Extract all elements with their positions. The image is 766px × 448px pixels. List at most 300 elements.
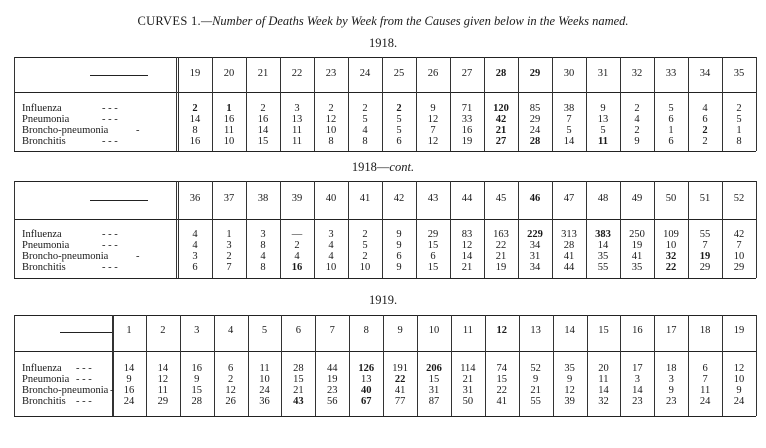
week-header: 43 xyxy=(427,193,439,204)
cell-value: 32 xyxy=(598,396,609,407)
week-header: 13 xyxy=(530,325,541,336)
week-header: 33 xyxy=(665,68,677,79)
week-header: 28 xyxy=(495,68,507,79)
cell-value: 11 xyxy=(259,363,270,374)
cell-value: 5 xyxy=(396,114,402,125)
cell-value: 12 xyxy=(733,363,745,374)
cell-value: 3 xyxy=(192,251,198,262)
cell-value: 19 xyxy=(461,136,473,147)
disease-label: Bronchitis xyxy=(22,136,66,147)
cell-value: 74 xyxy=(496,363,508,374)
cell-value: 10 xyxy=(325,262,337,273)
cell-value: 6 xyxy=(430,251,436,262)
cell-value: 3 xyxy=(634,374,640,385)
cell-value: 1 xyxy=(668,125,674,136)
disease-label: Pneumonia xyxy=(22,114,70,125)
week-header: 47 xyxy=(563,193,575,204)
cell-value: 2 xyxy=(634,103,640,114)
week-header: 26 xyxy=(427,68,439,79)
cell-value: 27 xyxy=(495,136,507,147)
week-header: 35 xyxy=(733,68,745,79)
week-header: 31 xyxy=(597,68,609,79)
cell-value: 36 xyxy=(259,396,270,407)
cell-value: 2 xyxy=(362,103,368,114)
cell-value: 35 xyxy=(631,262,643,273)
cell-value: 4 xyxy=(634,114,640,125)
cell-value: 31 xyxy=(462,385,474,396)
disease-label: Influenza xyxy=(22,103,62,114)
week-header: 30 xyxy=(563,68,575,79)
cell-value: 7 xyxy=(566,114,572,125)
cell-value: 4 xyxy=(294,251,300,262)
disease-label: Pneumonia xyxy=(22,374,70,385)
cell-value: 55 xyxy=(699,229,711,240)
cell-value: 7 xyxy=(702,374,708,385)
cell-value: 28 xyxy=(563,240,575,251)
header-rule xyxy=(14,92,756,93)
cell-value: 16 xyxy=(123,385,135,396)
table-border-left xyxy=(14,57,15,151)
section-year: 1918. xyxy=(368,36,398,50)
cell-value: 15 xyxy=(191,385,202,396)
week-header: 50 xyxy=(665,193,677,204)
disease-label: Pneumonia xyxy=(22,240,70,251)
cell-value: 35 xyxy=(564,363,575,374)
cell-value: 50 xyxy=(462,396,474,407)
cell-value: 16 xyxy=(223,114,235,125)
cell-value: 313 xyxy=(561,229,577,240)
cell-value: 10 xyxy=(733,374,745,385)
cell-value: 22 xyxy=(394,374,406,385)
cell-value: 4 xyxy=(328,240,334,251)
cell-value: 20 xyxy=(598,363,609,374)
cell-value: 6 xyxy=(702,114,708,125)
week-header: 46 xyxy=(529,193,541,204)
cell-value: 31 xyxy=(428,385,440,396)
cell-value: 42 xyxy=(733,229,745,240)
cell-value: 6 xyxy=(396,251,402,262)
cell-value: 9 xyxy=(396,229,402,240)
cell-value: 23 xyxy=(666,396,677,407)
cell-value: 9 xyxy=(736,385,742,396)
cell-value: 12 xyxy=(325,114,337,125)
week-header: 51 xyxy=(699,193,711,204)
cell-value: 7 xyxy=(430,125,436,136)
week-header: 14 xyxy=(564,325,575,336)
disease-label: Broncho-pneumonia xyxy=(22,125,109,136)
week-header: 29 xyxy=(529,68,541,79)
cell-value: 2 xyxy=(294,240,300,251)
cell-value: 77 xyxy=(394,396,406,407)
leader-dots: - - - xyxy=(76,396,92,407)
cell-value: 24 xyxy=(259,385,270,396)
cell-value: 4 xyxy=(328,251,334,262)
table-border-left xyxy=(14,315,15,416)
cell-value: 5 xyxy=(600,125,606,136)
cell-value: 39 xyxy=(564,396,575,407)
week-header: 5 xyxy=(261,325,268,336)
cell-value: 14 xyxy=(598,385,609,396)
cell-value: 120 xyxy=(493,103,509,114)
cell-value: 28 xyxy=(191,396,202,407)
cell-value: 41 xyxy=(394,385,406,396)
cell-value: 2 xyxy=(328,103,334,114)
section-heading xyxy=(0,293,766,308)
week-header: 37 xyxy=(223,193,235,204)
cell-value: 10 xyxy=(325,125,337,136)
cell-value: 6 xyxy=(668,114,674,125)
cell-value: 6 xyxy=(668,136,674,147)
week-header: 11 xyxy=(462,325,473,336)
cell-value: 9 xyxy=(533,374,539,385)
cell-value: 43 xyxy=(293,396,304,407)
header-rule xyxy=(14,351,756,352)
cell-value: 9 xyxy=(126,374,132,385)
cell-value: 4 xyxy=(192,229,198,240)
week-header: 12 xyxy=(496,325,508,336)
week-header: 10 xyxy=(428,325,440,336)
cell-value: 9 xyxy=(566,374,573,385)
cell-value: 42 xyxy=(495,114,507,125)
table-bottom-rule xyxy=(14,278,756,279)
cell-value: 23 xyxy=(632,396,643,407)
cell-value: 9 xyxy=(668,385,674,396)
cell-value: 10 xyxy=(223,136,235,147)
table-border-left xyxy=(14,181,15,278)
cell-value: 14 xyxy=(257,125,269,136)
cell-value: 15 xyxy=(293,374,304,385)
cell-value: 250 xyxy=(629,229,645,240)
cell-value: 2 xyxy=(260,103,266,114)
label-column-divider xyxy=(176,57,177,151)
cell-value: 13 xyxy=(360,374,372,385)
cell-value: 15 xyxy=(496,374,508,385)
cell-value: 5 xyxy=(736,114,742,125)
cell-value: 21 xyxy=(495,125,507,136)
cell-value: 2 xyxy=(396,103,402,114)
week-header: 32 xyxy=(631,68,643,79)
cell-value: 24 xyxy=(123,396,135,407)
cell-value: 11 xyxy=(157,385,168,396)
cell-value: 33 xyxy=(461,114,473,125)
leader-dots: - - - xyxy=(102,229,118,240)
cell-value: 11 xyxy=(223,125,235,136)
cell-value: 56 xyxy=(327,396,338,407)
cell-value: 2 xyxy=(362,229,368,240)
label-column-divider xyxy=(176,181,177,278)
cell-value: 14 xyxy=(123,363,135,374)
cell-value: 9 xyxy=(634,136,640,147)
cell-value: 32 xyxy=(665,251,677,262)
title-text: —Number of Deaths Week by Week from the Causes given below in the Weeks named. xyxy=(200,14,629,28)
cell-value: 29 xyxy=(733,262,745,273)
cell-value: 18 xyxy=(666,363,677,374)
cell-value: 10 xyxy=(359,262,371,273)
cell-value: 24 xyxy=(699,396,711,407)
cell-value: 55 xyxy=(597,262,609,273)
disease-label: Bronchitis xyxy=(22,396,66,407)
week-header: 7 xyxy=(329,325,335,336)
cell-value: 12 xyxy=(427,136,439,147)
week-header: 49 xyxy=(631,193,643,204)
cell-value: 8 xyxy=(736,136,742,147)
week-header: 16 xyxy=(632,325,643,336)
table-border-right xyxy=(756,181,757,278)
cell-value: 10 xyxy=(665,240,677,251)
cell-value: 206 xyxy=(426,363,442,374)
cell-value: 22 xyxy=(665,262,677,273)
week-header: 34 xyxy=(699,68,711,79)
week-header: 23 xyxy=(325,68,337,79)
cell-value: 11 xyxy=(598,136,608,147)
cell-value: 9 xyxy=(600,103,606,114)
cell-value: 9 xyxy=(430,103,436,114)
cell-value: 11 xyxy=(291,125,303,136)
cell-value: 9 xyxy=(396,262,402,273)
cell-value: 15 xyxy=(428,374,440,385)
week-header: 42 xyxy=(393,193,405,204)
cell-value: 8 xyxy=(328,136,334,147)
cell-value: 35 xyxy=(597,251,609,262)
cell-value: 229 xyxy=(527,229,543,240)
cell-value: 71 xyxy=(461,103,473,114)
disease-label: Broncho-pneumonia xyxy=(22,251,109,262)
cell-value: 22 xyxy=(495,240,507,251)
cell-value: 41 xyxy=(496,396,508,407)
cell-value: 55 xyxy=(530,396,541,407)
week-header: 17 xyxy=(666,325,677,336)
cell-value: 40 xyxy=(360,385,372,396)
cell-value: 12 xyxy=(564,385,575,396)
week-header: 18 xyxy=(699,325,711,336)
cell-value: 4 xyxy=(702,103,708,114)
cell-value: 8 xyxy=(260,240,266,251)
cell-value: 14 xyxy=(461,251,473,262)
cell-value: 8 xyxy=(192,125,198,136)
cell-value: 29 xyxy=(529,114,541,125)
cell-value: 5 xyxy=(362,114,368,125)
cell-value: 19 xyxy=(327,374,338,385)
leader-dots: - - - xyxy=(102,136,118,147)
cell-value: — xyxy=(291,229,303,240)
cell-value: 24 xyxy=(733,396,745,407)
cell-value: 9 xyxy=(396,240,402,251)
week-header: 19 xyxy=(189,68,201,79)
disease-label: Bronchitis xyxy=(22,262,66,273)
cell-value: 34 xyxy=(529,240,541,251)
table-top-rule xyxy=(14,57,756,58)
cell-value: 38 xyxy=(563,103,575,114)
cell-value: 31 xyxy=(529,251,541,262)
week-header: 2 xyxy=(160,325,166,336)
leader-dots: - - - xyxy=(102,262,118,273)
cell-value: 83 xyxy=(461,229,473,240)
week-header: 1 xyxy=(126,325,132,336)
cell-value: 13 xyxy=(597,114,609,125)
cell-value: 3 xyxy=(260,229,266,240)
week-header: 22 xyxy=(291,68,303,79)
document-title xyxy=(0,14,766,29)
leader-dots: - xyxy=(136,251,140,262)
disease-label: Influenza xyxy=(22,229,62,240)
week-header: 20 xyxy=(223,68,235,79)
cell-value: 14 xyxy=(597,240,609,251)
week-header: 15 xyxy=(598,325,609,336)
week-header: 19 xyxy=(733,325,745,336)
leader-dots: - xyxy=(110,385,114,396)
cell-value: 10 xyxy=(733,251,745,262)
cell-value: 2 xyxy=(226,251,232,262)
cell-value: 5 xyxy=(396,125,402,136)
cell-value: 21 xyxy=(293,385,304,396)
leader-dots: - - - xyxy=(102,114,118,125)
cell-value: 6 xyxy=(702,363,708,374)
cell-value: 2 xyxy=(227,374,234,385)
cell-value: 2 xyxy=(736,103,742,114)
cell-value: 383 xyxy=(595,229,611,240)
cell-value: 21 xyxy=(530,385,541,396)
week-header: 36 xyxy=(189,193,201,204)
cell-value: 8 xyxy=(362,136,368,147)
week-header: 25 xyxy=(393,68,405,79)
week-header: 9 xyxy=(397,325,403,336)
week-header: 21 xyxy=(257,68,269,79)
cell-value: 6 xyxy=(227,363,234,374)
table-top-rule xyxy=(14,181,756,182)
header-dash xyxy=(90,200,148,201)
week-header: 45 xyxy=(495,193,507,204)
week-header: 3 xyxy=(194,325,200,336)
cell-value: 14 xyxy=(632,385,643,396)
cell-value: 16 xyxy=(189,136,201,147)
cell-value: 11 xyxy=(700,385,711,396)
cell-value: 67 xyxy=(360,396,372,407)
disease-label: Broncho-pneumonia xyxy=(22,385,109,396)
cell-value: 29 xyxy=(427,229,439,240)
week-header: 39 xyxy=(291,193,303,204)
cell-value: 2 xyxy=(634,125,640,136)
week-header: 8 xyxy=(363,325,369,336)
cell-value: 12 xyxy=(461,240,473,251)
week-header: 48 xyxy=(597,193,609,204)
cell-value: 4 xyxy=(260,251,266,262)
cell-value: 5 xyxy=(566,125,572,136)
cell-value: 10 xyxy=(259,374,270,385)
cell-value: 15 xyxy=(427,240,439,251)
week-header: 38 xyxy=(257,193,269,204)
cell-value: 11 xyxy=(291,136,303,147)
cell-value: 1 xyxy=(736,125,742,136)
cell-value: 14 xyxy=(157,363,169,374)
cell-value: 2 xyxy=(192,103,198,114)
cell-value: 24 xyxy=(529,125,541,136)
cell-value: 8 xyxy=(260,262,266,273)
cell-value: 7 xyxy=(736,240,742,251)
cell-value: 109 xyxy=(663,229,679,240)
table-border-right xyxy=(756,57,757,151)
leader-dots: - - - xyxy=(76,374,92,385)
cell-value: 21 xyxy=(495,251,507,262)
cell-value: 41 xyxy=(631,251,643,262)
cell-value: 3 xyxy=(294,103,300,114)
cell-value: 44 xyxy=(327,363,338,374)
cell-value: 52 xyxy=(530,363,541,374)
cell-value: 12 xyxy=(427,114,439,125)
section-cont: cont. xyxy=(389,160,415,174)
cell-value: 22 xyxy=(496,385,508,396)
cell-value: 11 xyxy=(598,374,609,385)
header-dash xyxy=(90,75,148,76)
week-header: 52 xyxy=(733,193,745,204)
cell-value: 16 xyxy=(291,262,303,273)
cell-value: 85 xyxy=(529,103,541,114)
cell-value: 17 xyxy=(632,363,643,374)
week-header: 40 xyxy=(325,193,337,204)
cell-value: 19 xyxy=(495,262,507,273)
cell-value: 12 xyxy=(225,385,236,396)
cell-value: 2 xyxy=(702,136,708,147)
cell-value: 3 xyxy=(226,240,232,251)
cell-value: 4 xyxy=(362,125,368,136)
cell-value: 16 xyxy=(257,114,269,125)
cell-value: 21 xyxy=(461,262,473,273)
cell-value: 87 xyxy=(428,396,440,407)
cell-value: 12 xyxy=(157,374,169,385)
cell-value: 44 xyxy=(563,262,575,273)
week-header: 27 xyxy=(461,68,473,79)
header-dash xyxy=(60,332,112,333)
cell-value: 7 xyxy=(226,262,232,273)
week-header: 41 xyxy=(359,193,371,204)
cell-value: 2 xyxy=(362,251,368,262)
cell-value: 163 xyxy=(493,229,509,240)
cell-value: 6 xyxy=(396,136,402,147)
cell-value: 7 xyxy=(702,240,708,251)
cell-value: 19 xyxy=(699,251,711,262)
disease-label: Influenza xyxy=(22,363,62,374)
cell-value: 15 xyxy=(427,262,439,273)
cell-value: 28 xyxy=(293,363,304,374)
cell-value: 34 xyxy=(529,262,541,273)
leader-dots: - - - xyxy=(76,363,92,374)
table-bottom-rule xyxy=(14,416,756,417)
week-header: 24 xyxy=(359,68,371,79)
cell-value: 26 xyxy=(225,396,236,407)
cell-value: 114 xyxy=(460,363,476,374)
cell-value: 16 xyxy=(191,363,202,374)
cell-value: 9 xyxy=(194,374,200,385)
table-top-rule xyxy=(14,315,756,316)
title-lead: CURVES 1. xyxy=(137,14,201,28)
leader-dots: - - - xyxy=(102,103,118,114)
week-header: 44 xyxy=(461,193,473,204)
week-header: 6 xyxy=(295,325,302,336)
leader-dots: - - - xyxy=(102,240,118,251)
section-year: 1918— xyxy=(351,160,390,174)
cell-value: 29 xyxy=(699,262,711,273)
cell-value: 29 xyxy=(157,396,169,407)
cell-value: 14 xyxy=(189,114,201,125)
table-bottom-rule xyxy=(14,151,756,152)
cell-value: 3 xyxy=(668,374,674,385)
section-heading xyxy=(0,36,766,51)
cell-value: 5 xyxy=(362,240,368,251)
cell-value: 3 xyxy=(328,229,334,240)
cell-value: 23 xyxy=(327,385,338,396)
cell-value: 14 xyxy=(563,136,575,147)
cell-value: 21 xyxy=(462,374,474,385)
cell-value: 13 xyxy=(291,114,303,125)
